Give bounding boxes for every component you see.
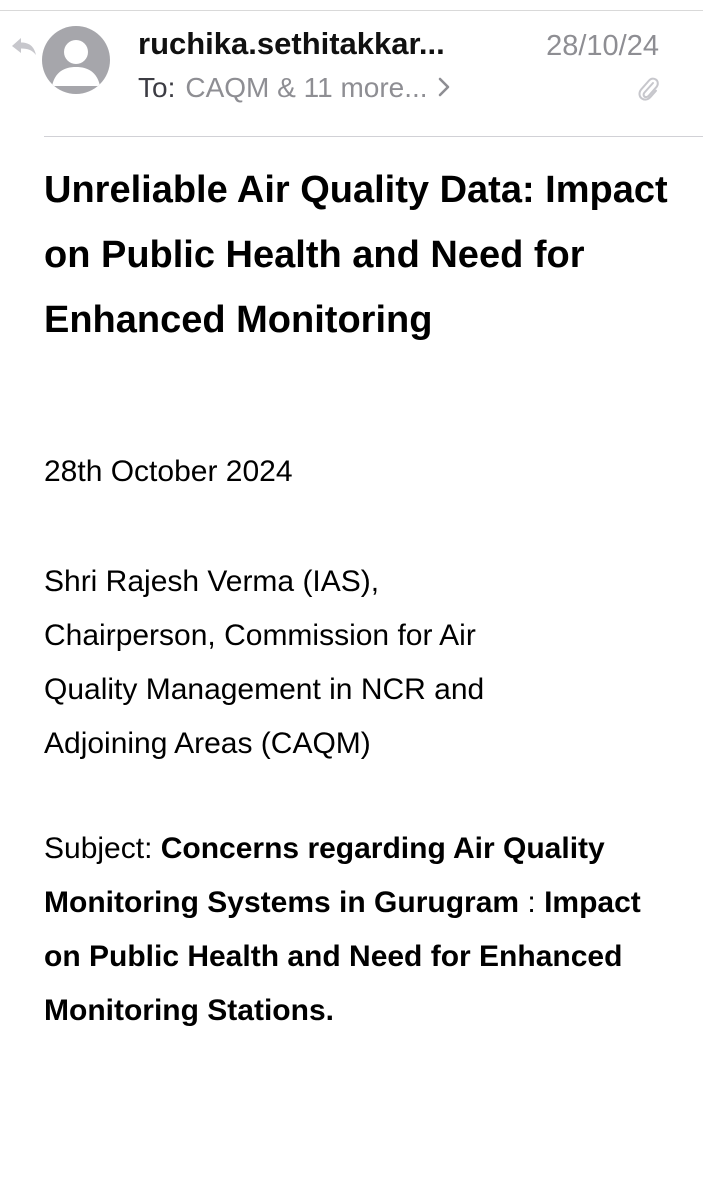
top-divider bbox=[0, 10, 703, 11]
email-date: 28/10/24 bbox=[546, 30, 659, 62]
subject-separator: : bbox=[519, 886, 545, 919]
chevron-right-icon[interactable] bbox=[438, 72, 450, 104]
subject-text-part-2: Impact on Public Health and Need for Enhanced Monitoring Stations. bbox=[44, 886, 641, 1027]
to-label: To: bbox=[138, 72, 176, 103]
subject-label: Subject: bbox=[44, 832, 161, 865]
letter-date: 28th October 2024 bbox=[44, 455, 293, 488]
sender-avatar[interactable] bbox=[42, 26, 110, 94]
recipients-row[interactable] bbox=[138, 71, 450, 105]
addressee-line: Adjoining Areas (CAQM) bbox=[44, 727, 371, 760]
addressee-line: Chairperson, Commission for Air bbox=[44, 619, 476, 652]
person-avatar-icon bbox=[42, 26, 110, 94]
sender-name[interactable]: ruchika.sethitakkar... bbox=[138, 26, 445, 61]
subject-text-part-1: Concerns regarding Air Quality Monitoring Systems in Gurugram bbox=[44, 832, 605, 919]
subject-paragraph bbox=[44, 822, 684, 1038]
addressee-line: Shri Rajesh Verma (IAS), bbox=[44, 565, 380, 598]
email-title: Unreliable Air Quality Data: Impact on Public Health and Need for Enhanced Monitoring bbox=[44, 169, 668, 341]
addressee-line: Quality Management in NCR and bbox=[44, 673, 485, 706]
reply-arrow-icon bbox=[10, 36, 38, 58]
paperclip-icon bbox=[636, 74, 660, 102]
recipients-summary[interactable]: CAQM & 11 more... bbox=[185, 72, 428, 103]
header-divider bbox=[44, 136, 703, 137]
addressee-block bbox=[44, 555, 684, 771]
